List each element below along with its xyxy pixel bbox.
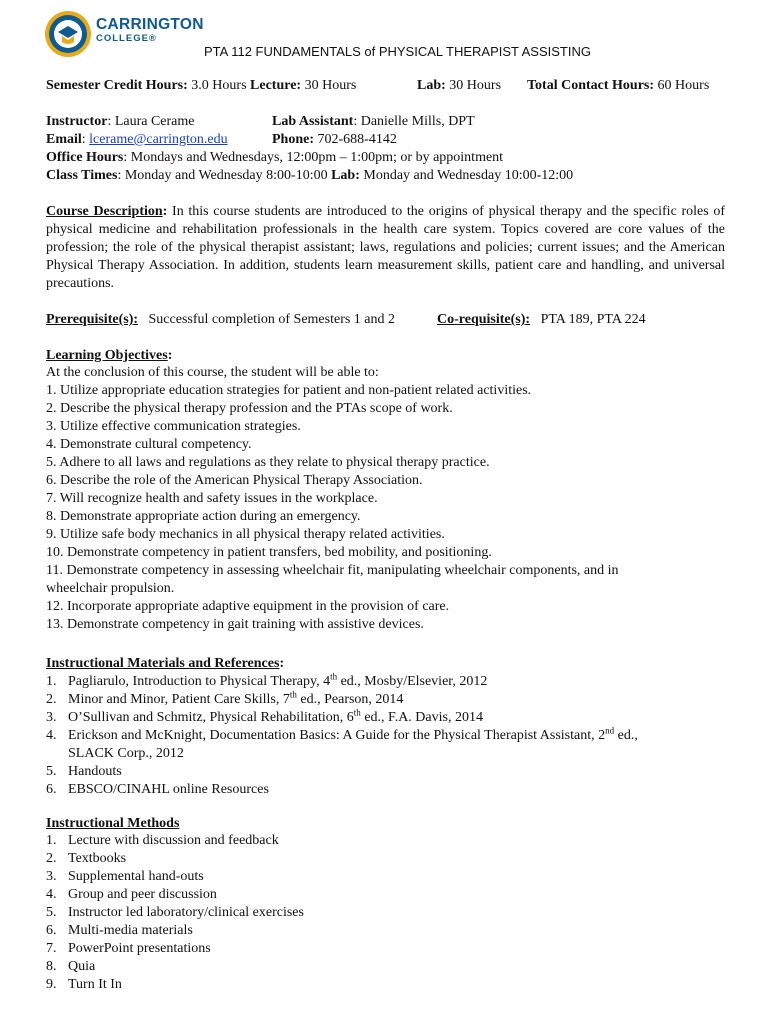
class-times-value: : Monday and Wednesday 8:00-10:00 xyxy=(117,168,332,183)
item-number: 2. xyxy=(46,851,57,866)
item-text: Erickson and McKnight, Documentation Basics: A Guide for the Physical Therapist Assistant, 2 xyxy=(68,728,606,743)
materials-list xyxy=(46,673,638,799)
office-hours-label: Office Hours xyxy=(46,150,124,165)
item-number: 7. xyxy=(46,941,57,956)
list-item: 6. Describe the role of the American Physical Therapy Association. xyxy=(46,473,423,488)
list-item xyxy=(46,745,638,763)
methods-heading-text: Instructional Methods xyxy=(46,816,180,831)
total-label: Total Contact Hours: xyxy=(527,78,655,93)
email-separator: : xyxy=(81,132,90,147)
class-lab-value: Monday and Wednesday 10:00-12:00 xyxy=(359,168,574,183)
item-text: Group and peer discussion xyxy=(68,887,217,902)
lab-label: Lab: xyxy=(417,78,450,93)
logo-name: CARRINGTON xyxy=(96,16,204,33)
item-text-end: ed., Mosby/Elsevier, 2012 xyxy=(337,674,488,689)
course-description: Course Description: In this course students are introduced to the origins of physical therapy and the specific roles of physical medicine and rehabilitation professionals in the health care system. Topics covered are core values of the profession; the role of the physical therapist assistant; laws, regulations and policies; current issues; and the American Physical Therapy Association. In addition, students learn measurement skills, patient care and handling, and universal precautions. xyxy=(46,204,726,291)
item-text: Quia xyxy=(68,959,96,974)
lecture-label: Lecture: xyxy=(250,78,302,93)
item-text: Supplemental hand-outs xyxy=(68,869,204,884)
materials-heading: Instructional Materials and References: xyxy=(46,656,285,671)
list-item xyxy=(46,850,304,868)
office-hours-value: : Mondays and Wednesdays, 12:00pm – 1:00pm; or by appointment xyxy=(123,150,504,165)
item-text: EBSCO/CINAHL online Resources xyxy=(68,782,269,797)
list-item: 8. Demonstrate appropriate action during an emergency. xyxy=(46,509,361,524)
list-item xyxy=(46,940,304,958)
prerequisite-value: Successful completion of Semesters 1 and 2 xyxy=(148,312,396,327)
item-number: 1. xyxy=(46,674,57,689)
item-text: SLACK Corp., 2012 xyxy=(68,746,184,761)
class-times-line xyxy=(46,167,573,185)
class-lab-label: Lab: xyxy=(331,168,360,183)
corequisite-value: PTA 189, PTA 224 xyxy=(540,312,646,327)
item-text: Multi-media materials xyxy=(68,923,193,938)
phone-line xyxy=(272,131,397,149)
corequisites-line xyxy=(437,311,646,329)
list-item: 2. Describe the physical therapy profession and the PTAs scope of work. xyxy=(46,401,453,416)
list-item xyxy=(46,886,304,904)
total-value: 60 Hours xyxy=(657,78,710,93)
item-sup: th xyxy=(330,671,338,682)
list-item xyxy=(46,727,638,745)
course-description-text: In this course students are introduced to the origins of physical therapy and the specific roles of physical medicine and rehabilitation professionals in the health care system. Topics covered are core values of the profession; the role of the physical therapist assistant; laws, regulations and policies; current issues; and the American Physical Therapy Association. In addition, students learn measurement skills, patient care and handling, and universal precautions. xyxy=(46,204,726,291)
list-item: 4. Demonstrate cultural competency. xyxy=(46,437,252,452)
list-item: 10. Demonstrate competency in patient transfers, bed mobility, and positioning. xyxy=(46,545,492,560)
lab-hours xyxy=(417,77,501,95)
item-number: 4. xyxy=(46,887,57,902)
list-item: 7. Will recognize health and safety issues in the workplace. xyxy=(46,491,378,506)
item-number: 9. xyxy=(46,977,57,992)
list-item: 11. Demonstrate competency in assessing wheelchair fit, manipulating wheelchair components, and in xyxy=(46,563,619,578)
list-item xyxy=(46,832,304,850)
instructor-value: : Laura Cerame xyxy=(107,114,195,129)
item-text: O’Sullivan and Schmitz, Physical Rehabilitation, 6 xyxy=(68,710,354,725)
email-line xyxy=(46,131,228,149)
hours-line xyxy=(46,77,356,95)
college-seal-icon xyxy=(44,10,92,58)
item-text: PowerPoint presentations xyxy=(68,941,211,956)
item-text: Minor and Minor, Patient Care Skills, 7 xyxy=(68,692,290,707)
list-item xyxy=(46,868,304,886)
list-item xyxy=(46,922,304,940)
item-sup: th xyxy=(353,707,361,718)
item-number: 1. xyxy=(46,833,57,848)
item-number: 3. xyxy=(46,710,57,725)
list-item: 12. Incorporate appropriate adaptive equipment in the provision of care. xyxy=(46,599,450,614)
email-link[interactable]: lcerame@carrington.edu xyxy=(89,132,228,147)
methods-list xyxy=(46,832,304,994)
lab-value: 30 Hours xyxy=(449,78,502,93)
item-text: Pagliarulo, Introduction to Physical Therapy, 4 xyxy=(68,674,331,689)
lab-assistant-line xyxy=(272,113,475,131)
total-hours xyxy=(527,77,709,95)
class-times-label: Class Times xyxy=(46,168,118,183)
item-number: 8. xyxy=(46,959,57,974)
item-number: 6. xyxy=(46,782,57,797)
item-number: 2. xyxy=(46,692,57,707)
phone-label: Phone: xyxy=(272,132,314,147)
item-number: 6. xyxy=(46,923,57,938)
semester-hours-label: Semester Credit Hours: xyxy=(46,78,188,93)
item-text-end: ed., F.A. Davis, 2014 xyxy=(360,710,483,725)
semester-hours-value: 3.0 Hours xyxy=(191,78,247,93)
corequisite-label: Co-requisite(s): xyxy=(437,312,531,327)
email-label: Email xyxy=(46,132,82,147)
materials-heading-text: Instructional Materials and References xyxy=(46,656,280,671)
item-number: 5. xyxy=(46,905,57,920)
item-number: 5. xyxy=(46,764,57,779)
prerequisites-line xyxy=(46,311,395,329)
list-item xyxy=(46,976,304,994)
list-item: 3. Utilize effective communication strategies. xyxy=(46,419,301,434)
college-logo xyxy=(44,10,204,58)
item-sup: th xyxy=(289,689,297,700)
lecture-value: 30 Hours xyxy=(304,78,357,93)
logo-sub: COLLEGE® xyxy=(96,33,157,44)
lab-assistant-label: Lab Assistant xyxy=(272,114,354,129)
phone-value: 702-688-4142 xyxy=(314,132,397,147)
objectives-heading-text: Learning Objectives xyxy=(46,348,168,363)
item-text: Handouts xyxy=(68,764,122,779)
item-sup: nd xyxy=(605,725,615,736)
course-description-label: Course Description xyxy=(46,204,163,219)
item-number: 3. xyxy=(46,869,57,884)
item-number: 4. xyxy=(46,728,57,743)
list-item xyxy=(46,691,638,709)
methods-heading xyxy=(46,815,179,833)
list-item: 13. Demonstrate competency in gait training with assistive devices. xyxy=(46,617,424,632)
item-text: Lecture with discussion and feedback xyxy=(68,833,279,848)
item-text-end: ed., Pearson, 2014 xyxy=(296,692,404,707)
objectives-list xyxy=(46,382,619,634)
list-item xyxy=(46,781,638,799)
item-text: Instructor led laboratory/clinical exercises xyxy=(68,905,304,920)
list-item xyxy=(46,673,638,691)
objectives-heading: Learning Objectives: xyxy=(46,348,173,363)
list-item xyxy=(46,709,638,727)
list-item xyxy=(46,958,304,976)
item-text-end: ed., xyxy=(614,728,638,743)
list-item xyxy=(46,904,304,922)
item-text: Turn It In xyxy=(68,977,122,992)
lab-assistant-value: : Danielle Mills, DPT xyxy=(353,114,475,129)
list-item: 1. Utilize appropriate education strategies for patient and non-patient related activities. xyxy=(46,383,532,398)
list-item: wheelchair propulsion. xyxy=(46,581,175,596)
instructor-line xyxy=(46,113,195,131)
prerequisite-label: Prerequisite(s): xyxy=(46,312,139,327)
list-item: 5. Adhere to all laws and regulations as they relate to physical therapy practice. xyxy=(46,455,490,470)
list-item xyxy=(46,763,638,781)
list-item: 9. Utilize safe body mechanics in all physical therapy related activities. xyxy=(46,527,445,542)
item-text: Textbooks xyxy=(68,851,127,866)
instructor-label: Instructor xyxy=(46,114,108,129)
course-title: PTA 112 FUNDAMENTALS of PHYSICAL THERAPIST ASSISTING xyxy=(204,44,591,59)
office-hours-line xyxy=(46,149,503,167)
objectives-intro: At the conclusion of this course, the student will be able to: xyxy=(46,365,379,380)
